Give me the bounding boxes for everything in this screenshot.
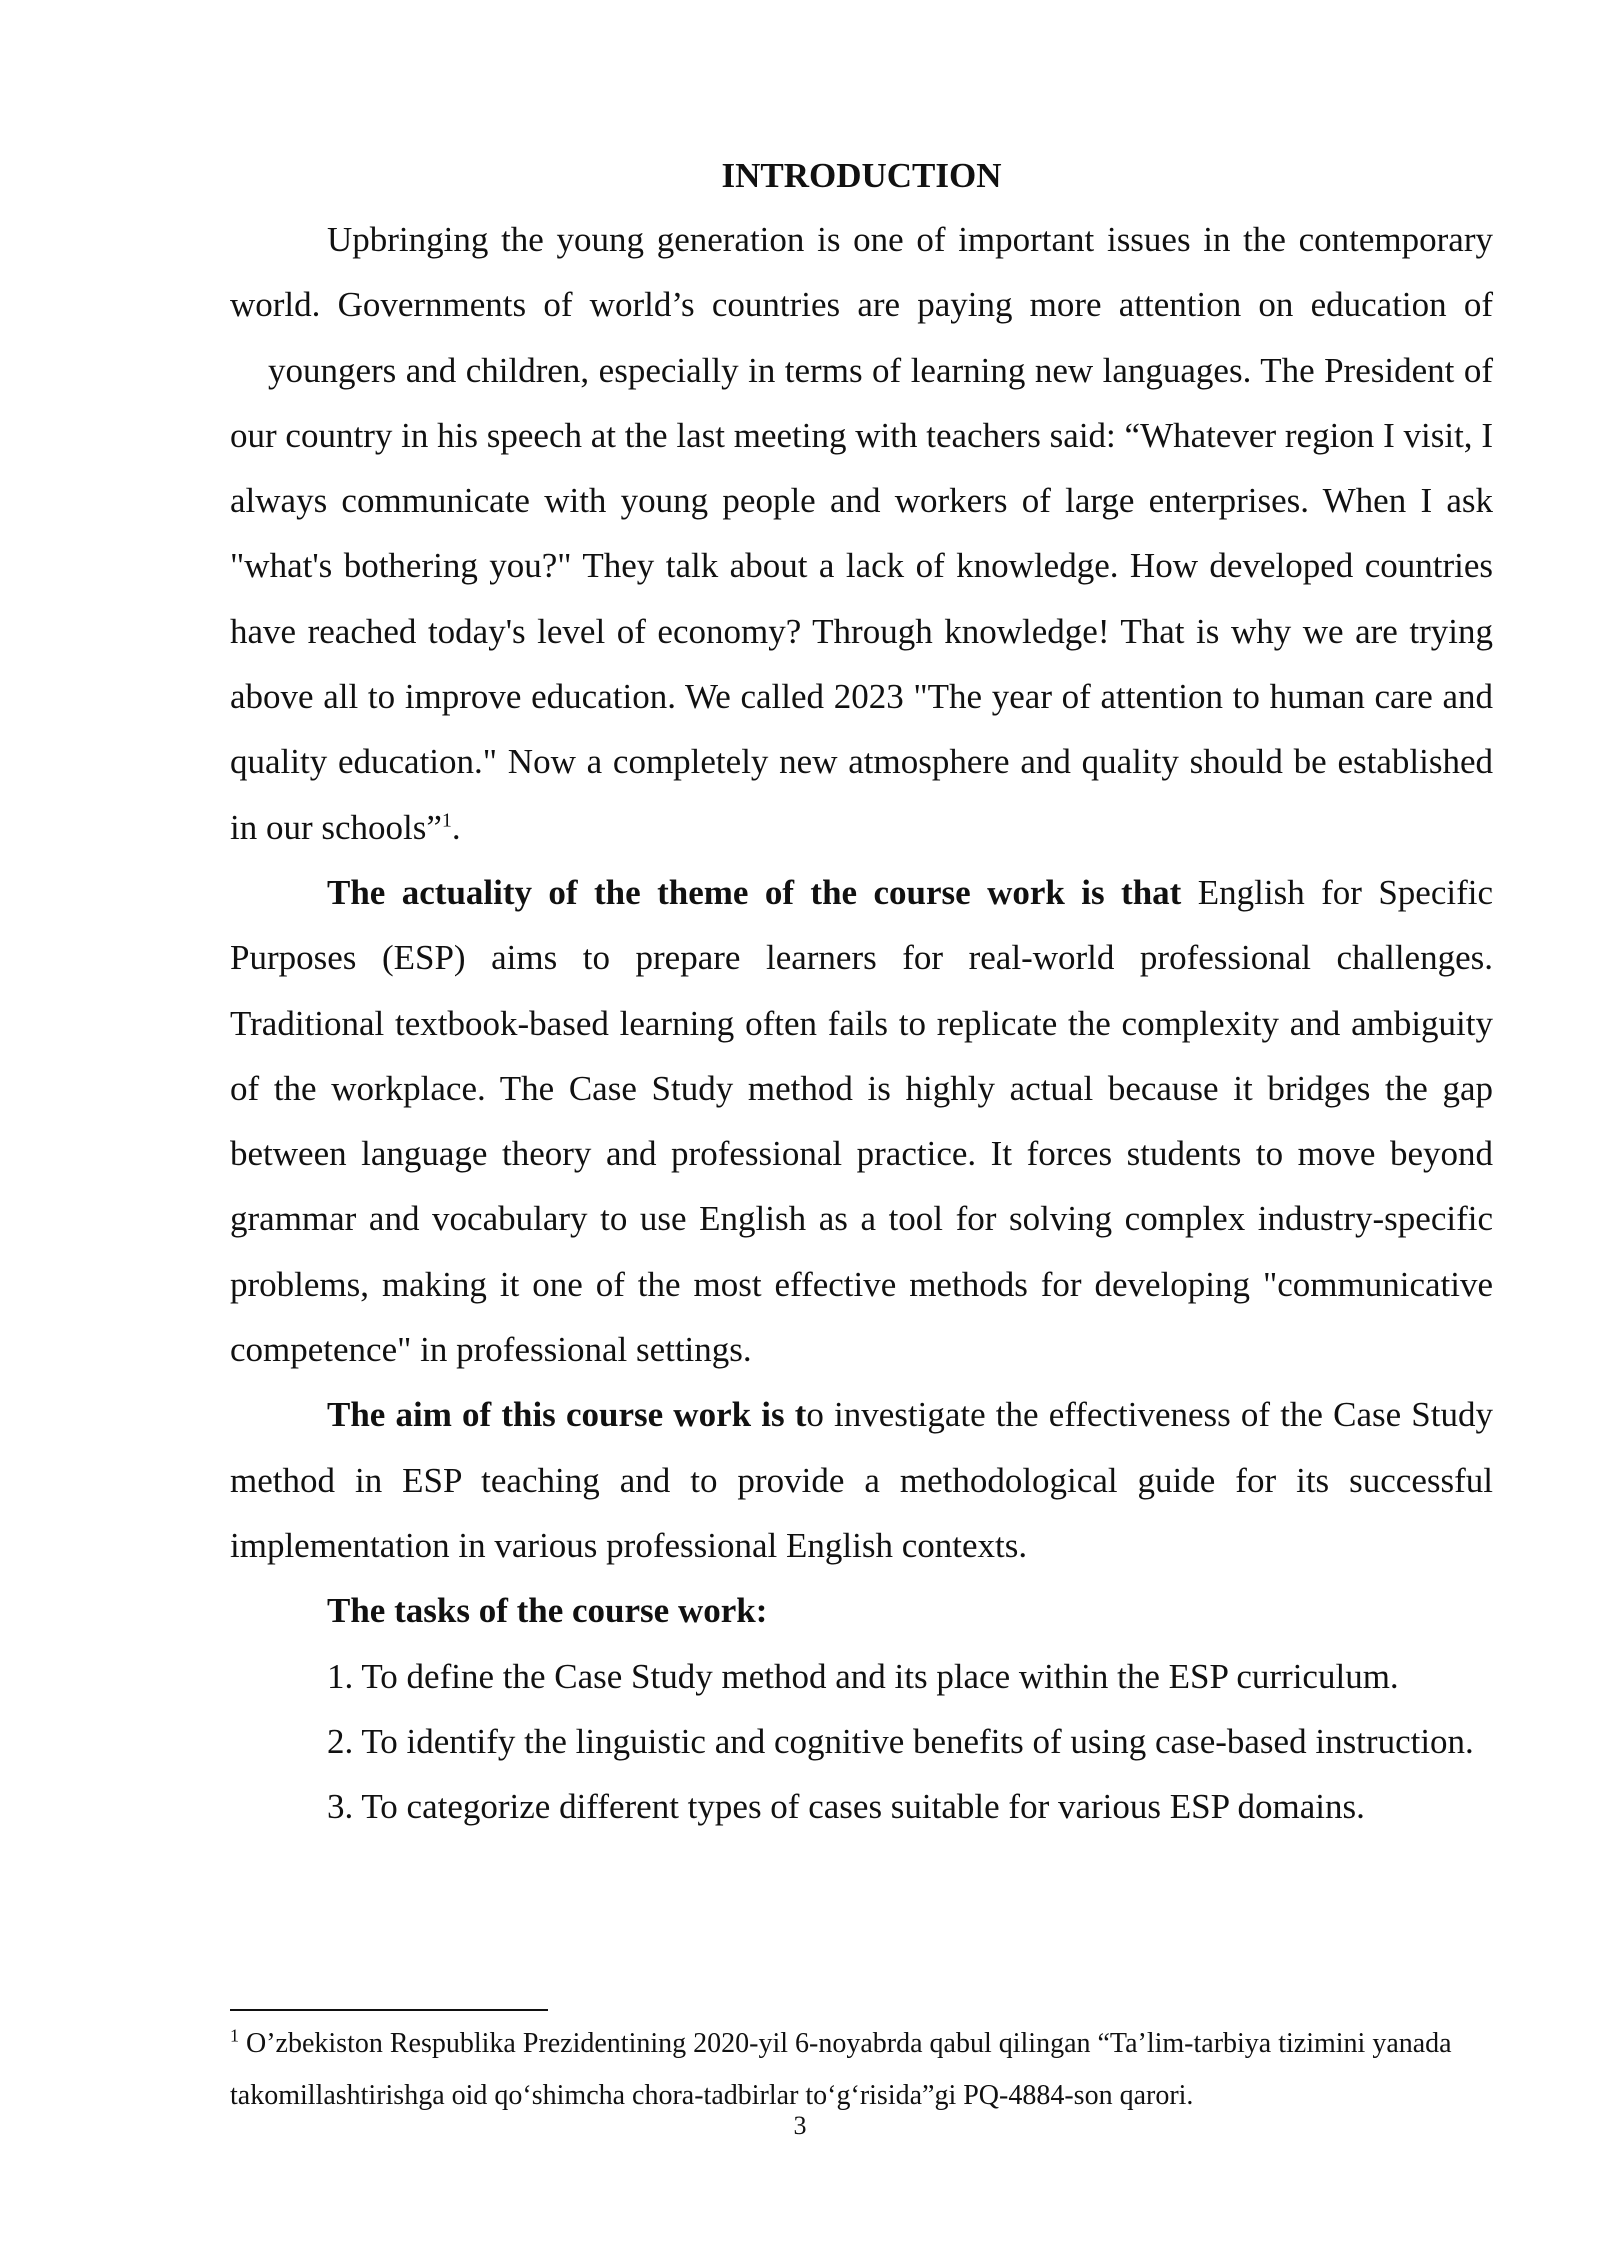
page-number: 3	[793, 2111, 807, 2140]
aim-text: o investigate the effectiveness of the Case Study method in ESP teaching and to provide a methodological guide for its successful implementation in various professional English contexts.	[230, 1395, 1493, 1565]
footnote-reference[interactable]: 1	[441, 809, 452, 832]
footnote-marker: 1	[230, 2025, 239, 2046]
task-item-1: 1. To define the Case Study method and its place within the ESP curriculum.	[327, 1656, 1399, 1696]
paragraph-intro-text: Upbringing the young generation is one of important issues in the contemporary world. Governments of world’s countries are paying more attention on education of youngers and children, especially in terms of learning new languages. The President of our country in his speech at the last meeting with teachers said: “Whatever region I visit, I always communicate with young people and workers of large enterprises. When I ask "what's bothering you?" They talk about a lack of knowledge. How developed countries have reached today's level of economy? Through knowledge! That is why we are trying above all to improve education. We called 2023 "The year of attention to human care and quality education." Now a completely new atmosphere and quality should be established in our schools”	[230, 220, 1493, 847]
task-item-3: 3. To categorize different types of cases suitable for various ESP domains.	[327, 1787, 1365, 1827]
actuality-lead: The actuality of the theme of the course work is that	[327, 872, 1182, 912]
body-text	[230, 150, 1493, 1839]
paragraph-actuality	[230, 860, 1493, 1382]
section-heading: INTRODUCTION	[721, 156, 1002, 195]
paragraph-aim	[230, 1382, 1493, 1578]
task-item-2: 2. To identify the linguistic and cognitive benefits of using case-based instruction.	[327, 1721, 1474, 1761]
tasks-heading-text: The tasks of the course work:	[327, 1591, 768, 1631]
footnote-separator	[230, 2009, 548, 2011]
paragraph-intro	[230, 207, 1493, 860]
footnote	[230, 2018, 1493, 2122]
footnote-text: O’zbekiston Respublika Prezidentining 2020-yil 6-noyabrda qabul qilingan “Ta’lim-tarbiya tizimini yanada takomillashtirishga oid qo‘shimcha chora-tadbirlar to‘g‘risida”gi PQ-4884-son qarori.	[230, 2028, 1452, 2111]
aim-lead: The aim of this course work is t	[327, 1395, 807, 1435]
paragraph-intro-end: .	[451, 807, 461, 847]
tasks-heading	[230, 1578, 1493, 1643]
actuality-text: English for Specific Purposes (ESP) aims to prepare learners for real-world professional challenges. Traditional textbook-based learning often fails to replicate the complexity and ambiguity of the workplace. The Case Study method is highly actual because it bridges the gap between language theory and professional practice. It forces students to move beyond grammar and vocabulary to use English as a tool for solving complex industry-specific problems, making it one of the most effective methods for developing "communicative competence" in professional settings.	[230, 872, 1494, 1370]
